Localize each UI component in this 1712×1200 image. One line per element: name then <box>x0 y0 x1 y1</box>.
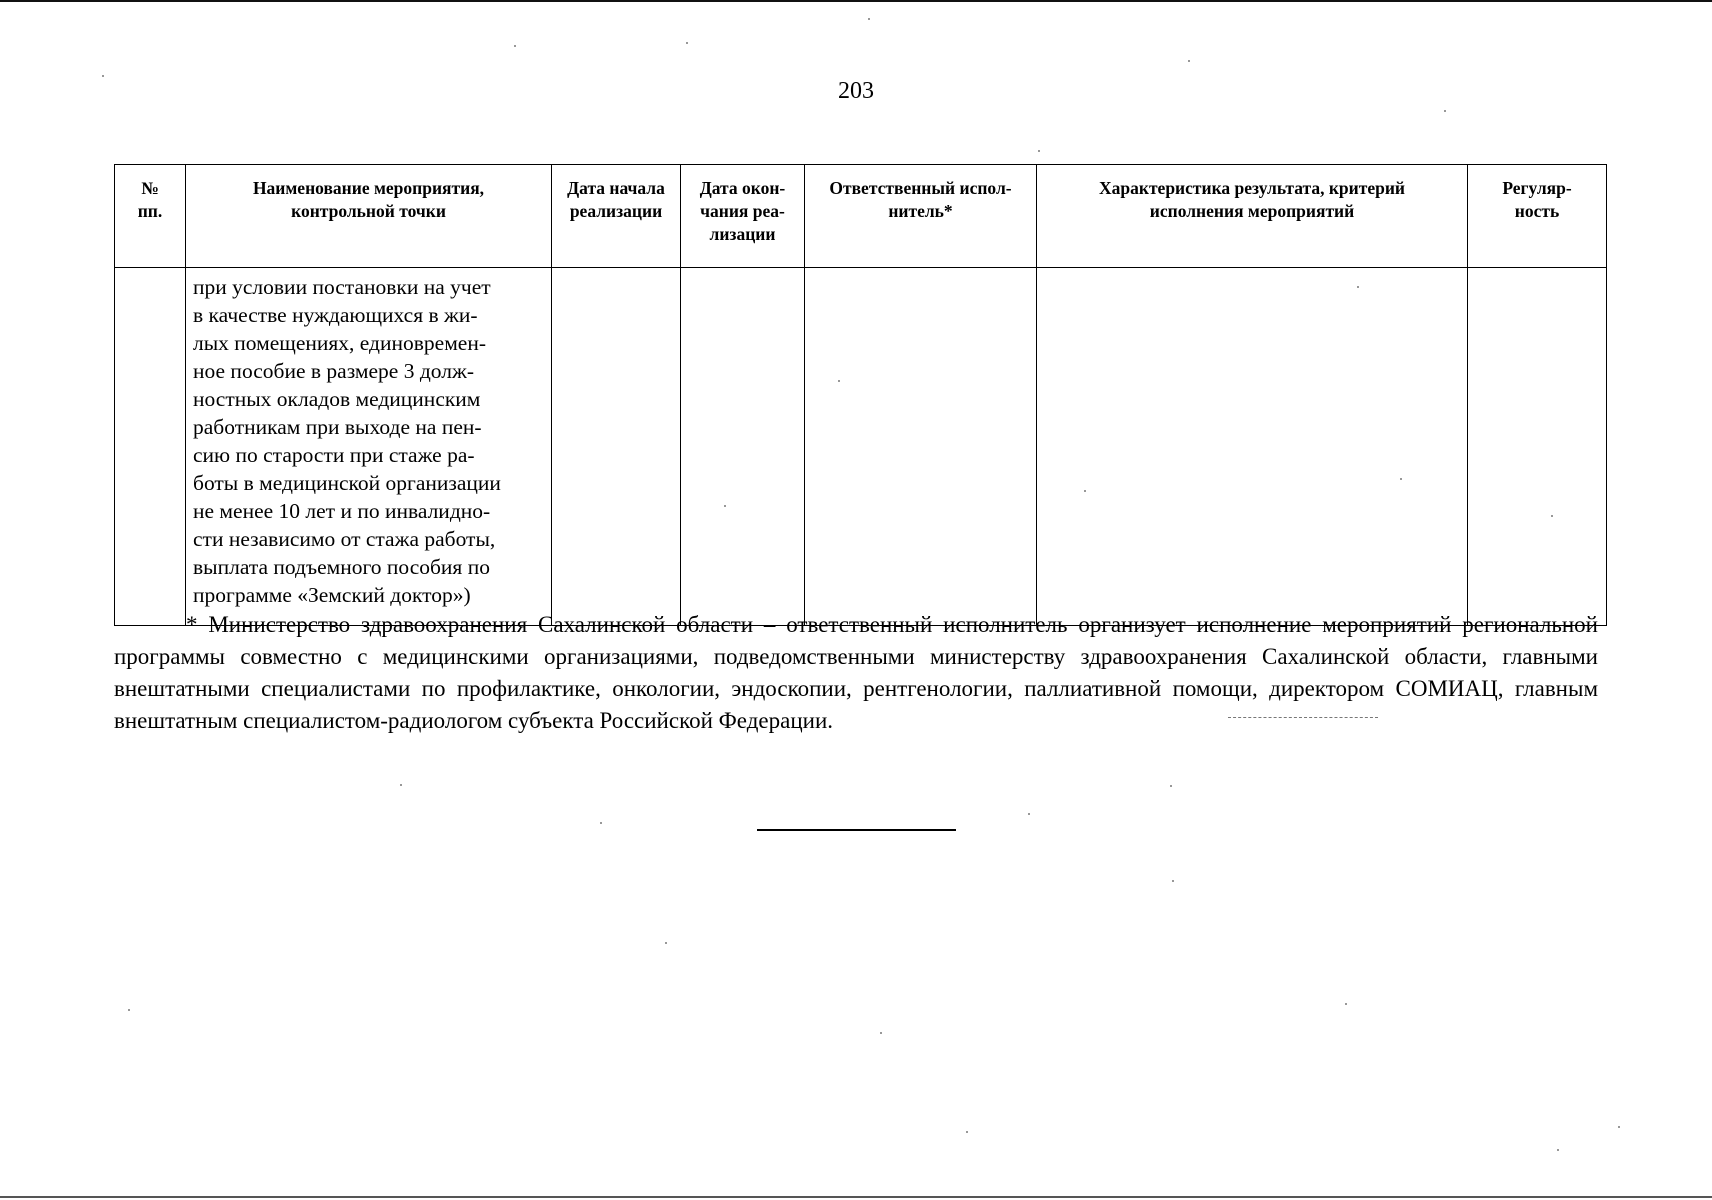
scan-speck <box>1551 515 1553 517</box>
scan-speck <box>400 784 402 786</box>
scan-speck <box>1618 1126 1620 1128</box>
scan-speck <box>600 822 602 824</box>
scan-speck <box>1444 110 1446 112</box>
table-header-row <box>115 165 1607 268</box>
cell-result <box>1037 268 1468 626</box>
scan-speck <box>1170 785 1172 787</box>
header-start-date: Дата начала реализации <box>552 165 681 268</box>
scan-speck <box>1038 150 1040 152</box>
page-bottom-edge <box>0 1196 1712 1198</box>
page-number: 203 <box>838 78 874 104</box>
cell-start-date <box>552 268 681 626</box>
activities-table <box>114 164 1607 626</box>
scan-speck <box>665 942 667 944</box>
scan-speck <box>1345 1003 1347 1005</box>
cell-regularity <box>1468 268 1607 626</box>
scan-speck <box>102 75 104 77</box>
footnote-text: * Министерство здравоохранения Сахалинской области – ответственный исполнитель организует исполнение мероприятий региональной программы совместно с медицинскими организациями, подведомственными министерству здравоохранения Сахалинской области, главными внештатными специалистами по профилактике, онкологии, эндоскопии, рентгенологии, паллиативной помощи, директором СОМИАЦ, главным внештатным специалистом-радиологом субъекта Российской Федерации. <box>114 612 1598 733</box>
scan-speck <box>1188 60 1190 62</box>
header-executor: Ответственный испол- нитель* <box>805 165 1037 268</box>
table-row <box>115 268 1607 626</box>
scan-speck <box>1400 478 1402 480</box>
scan-speck <box>1172 880 1174 882</box>
dashed-line <box>1228 717 1378 718</box>
end-rule <box>757 829 956 831</box>
scan-speck <box>868 18 870 20</box>
cell-executor <box>805 268 1037 626</box>
scan-speck <box>880 1032 882 1034</box>
page-top-edge <box>0 0 1712 2</box>
scan-speck <box>686 42 688 44</box>
cell-activity-name: при условии постановки на учет в качестве нуждающихся в жи- лых помещениях, единовремен- ное пособие в размере 3 долж- ностных окладов медицинским работникам при выходе на пен- сию по старости при стаже ра- боты в медицинской организации не менее 10 лет и по инвалидно- сти независимо от стажа работы, выплата подъемного пособия по программе «Земский доктор») <box>186 268 552 626</box>
scan-speck <box>1357 286 1359 288</box>
scan-speck <box>1557 1149 1559 1151</box>
cell-number <box>115 268 186 626</box>
header-regularity: Регуляр- ность <box>1468 165 1607 268</box>
header-activity-name: Наименование мероприятия, контрольной точки <box>186 165 552 268</box>
scan-speck <box>838 380 840 382</box>
scan-speck <box>966 1131 968 1133</box>
header-end-date: Дата окон- чания реа- лизации <box>681 165 805 268</box>
scan-speck <box>128 1009 130 1011</box>
header-result: Характеристика результата, критерий исполнения мероприятий <box>1037 165 1468 268</box>
scan-speck <box>514 45 516 47</box>
cell-end-date <box>681 268 805 626</box>
header-number: № пп. <box>115 165 186 268</box>
scan-speck <box>1084 490 1086 492</box>
scan-speck <box>724 505 726 507</box>
scan-speck <box>1028 813 1030 815</box>
